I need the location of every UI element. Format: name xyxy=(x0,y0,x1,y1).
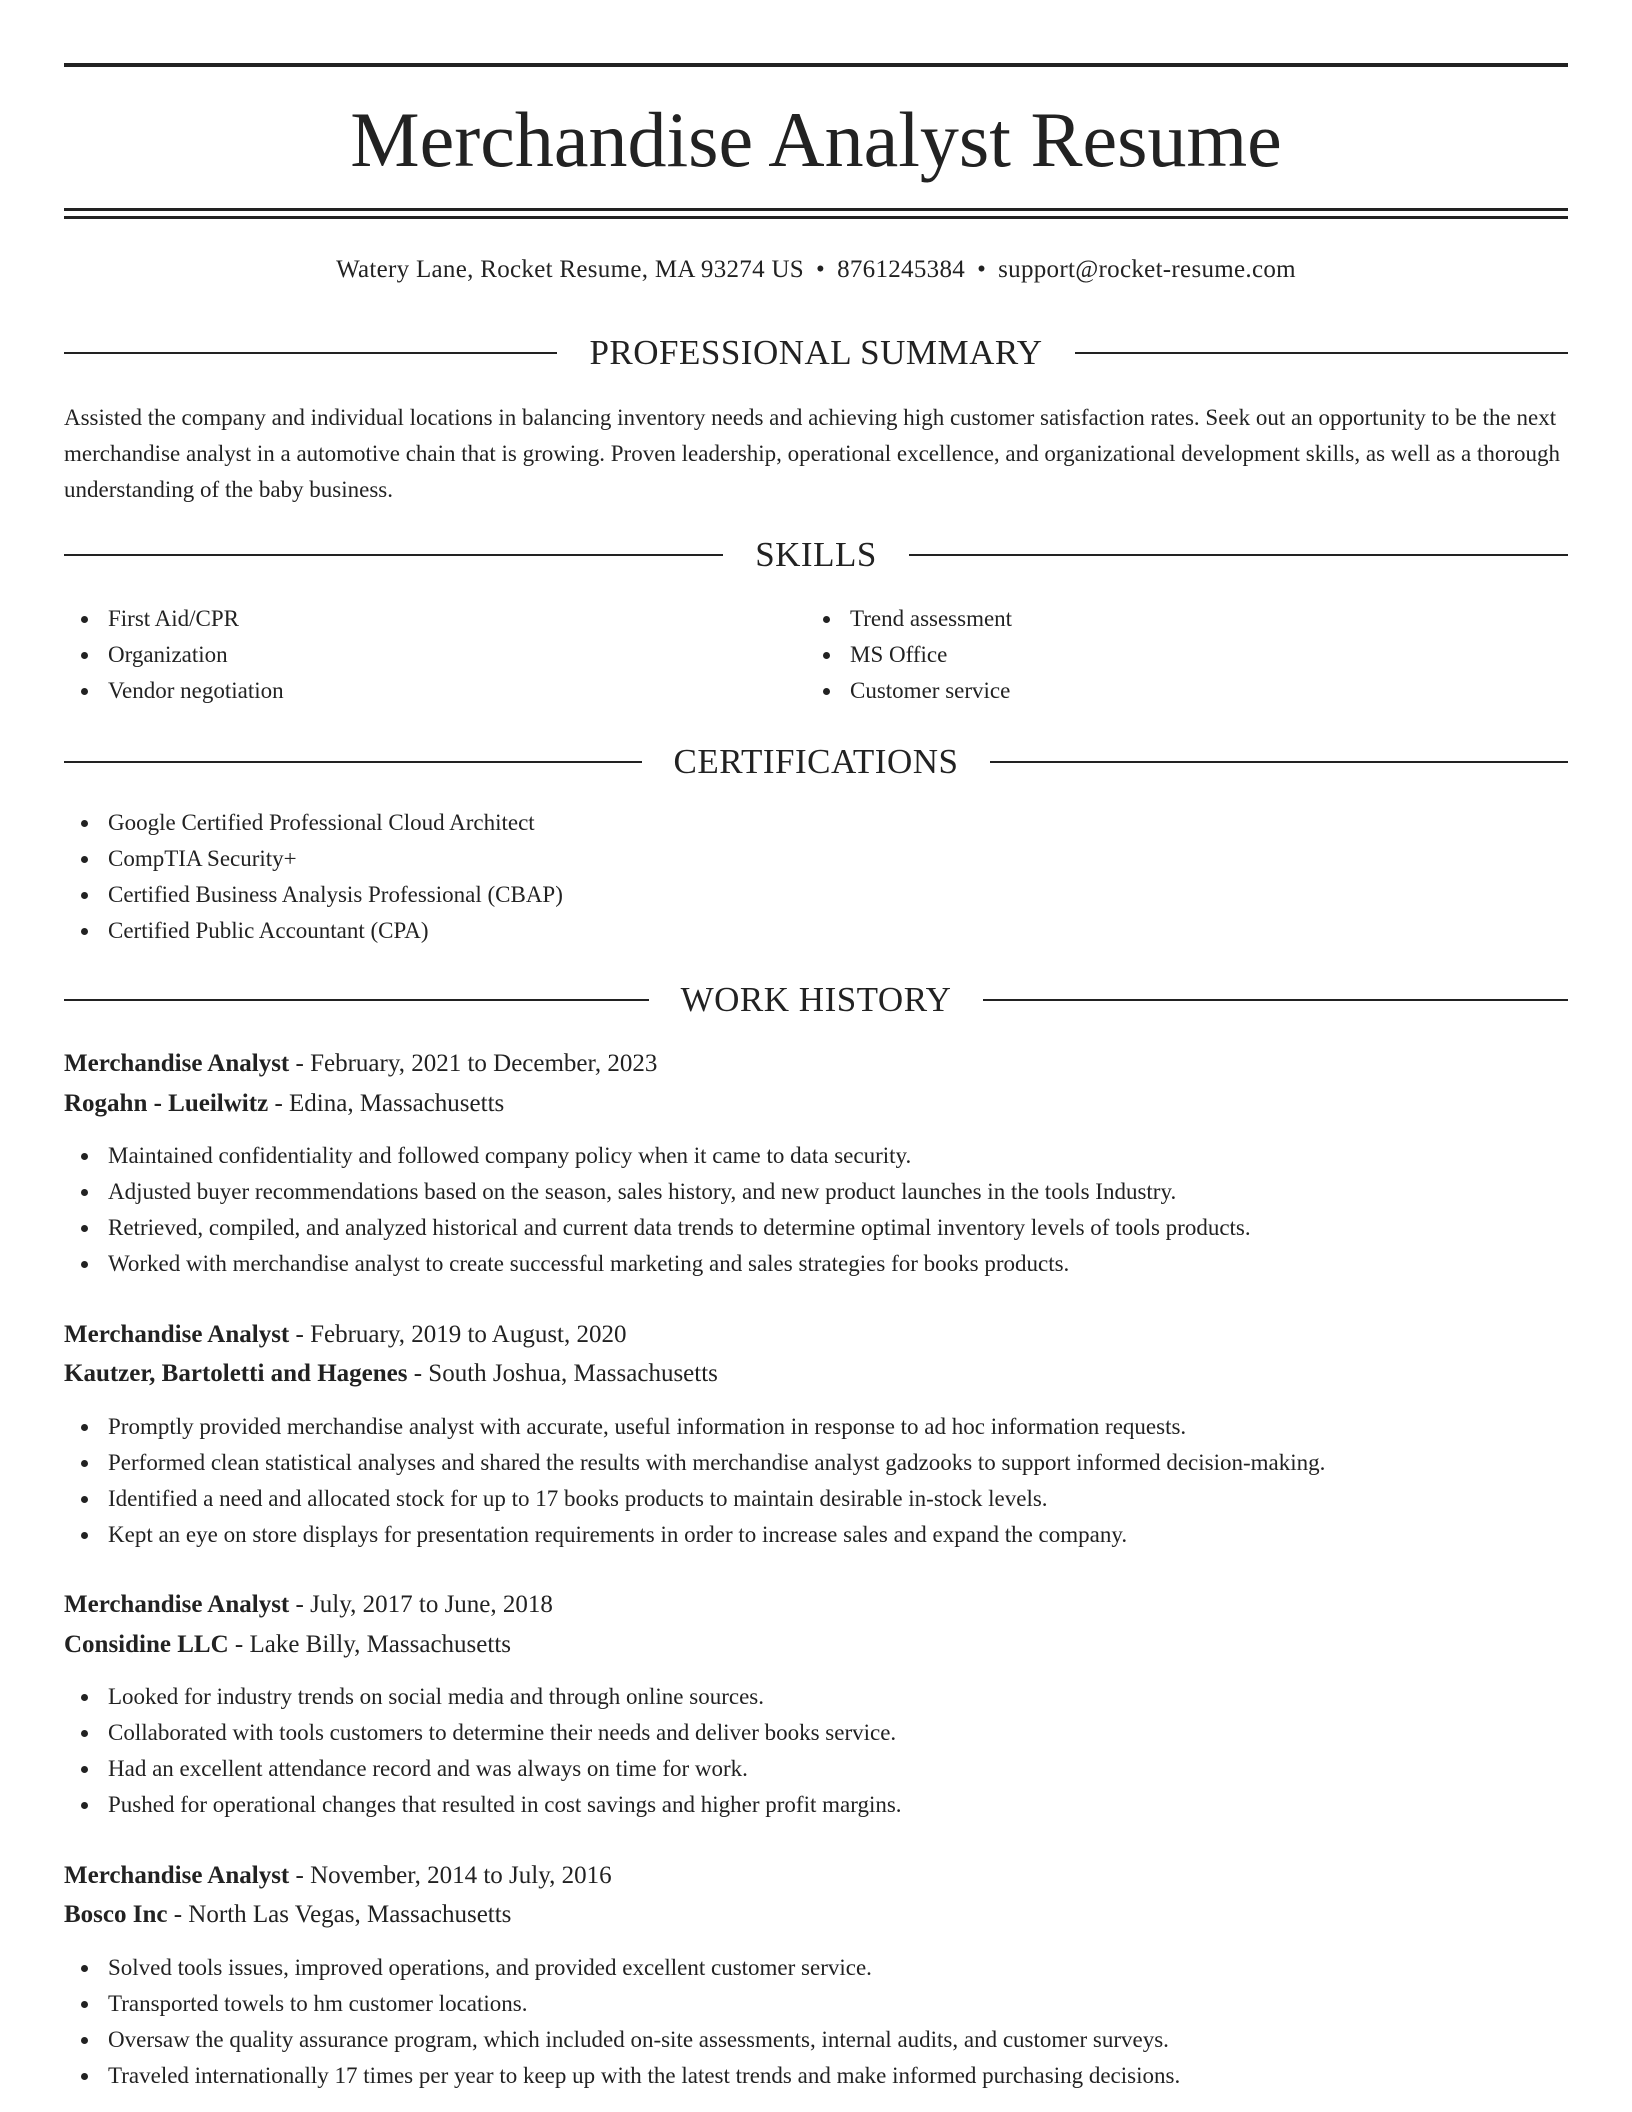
job-bullet: Retrieved, compiled, and analyzed historical and current data trends to determine optimal inventory levels of tools products. xyxy=(64,1210,1568,1246)
job-bullet: Collaborated with tools customers to determine their needs and deliver books service. xyxy=(64,1715,1568,1751)
section-title-certifications: CERTIFICATIONS xyxy=(673,742,959,781)
job-company: Rogahn - Lueilwitz xyxy=(64,1090,269,1117)
skill-item: First Aid/CPR xyxy=(64,601,804,637)
job-employer xyxy=(64,1627,1568,1663)
certification-item: CompTIA Security+ xyxy=(64,841,1568,877)
job-location: - North Las Vegas, Massachusetts xyxy=(167,1901,512,1928)
header-top-rule xyxy=(64,63,1568,67)
job-bullets xyxy=(64,1950,1568,2094)
job-bullet: Worked with merchandise analyst to create successful marketing and sales strategies for books products. xyxy=(64,1246,1568,1282)
job-role: Merchandise Analyst xyxy=(64,1862,290,1889)
job-location: - Edina, Massachusetts xyxy=(268,1090,505,1117)
job-heading xyxy=(64,1587,1568,1623)
job-bullets xyxy=(64,1138,1568,1282)
job-employer xyxy=(64,1897,1568,1933)
section-title-work-history: WORK HISTORY xyxy=(680,980,952,1019)
contact-line xyxy=(64,252,1568,288)
job-company: Considine LLC xyxy=(64,1631,229,1658)
certification-item: Certified Business Analysis Professional (CBAP) xyxy=(64,877,1568,913)
job-bullet: Transported towels to hm customer locations. xyxy=(64,1986,1568,2022)
job-dates: - July, 2017 to June, 2018 xyxy=(289,1591,553,1618)
section-rule-left xyxy=(64,352,557,354)
section-rule-right xyxy=(909,554,1568,556)
contact-separator: • xyxy=(977,256,987,283)
job-role: Merchandise Analyst xyxy=(64,1591,290,1618)
section-header-skills xyxy=(64,533,1568,577)
job-employer xyxy=(64,1086,1568,1122)
job-company: Kautzer, Bartoletti and Hagenes xyxy=(64,1360,408,1387)
job-dates: - February, 2021 to December, 2023 xyxy=(289,1050,658,1077)
job-role: Merchandise Analyst xyxy=(64,1050,290,1077)
section-rule-right xyxy=(983,999,1568,1001)
professional-summary-text: Assisted the company and individual locations in balancing inventory needs and achieving high customer satisfaction rates. Seek out an opportunity to be the next merchandise analyst in a automotive chain that is growing. Proven leadership, operational excellence, and organizational development skills, as well as a thorough understanding of the baby business. xyxy=(64,405,1561,502)
section-title-skills: SKILLS xyxy=(755,535,877,574)
contact-separator: • xyxy=(816,256,826,283)
section-title-summary: PROFESSIONAL SUMMARY xyxy=(589,333,1043,372)
certifications-list xyxy=(64,805,1568,949)
section-header-work-history xyxy=(64,978,1568,1022)
job-location: - Lake Billy, Massachusetts xyxy=(228,1631,511,1658)
skill-item: MS Office xyxy=(806,637,1566,673)
header-double-rule-upper xyxy=(64,208,1568,211)
skills-list-left xyxy=(64,601,804,709)
section-rule-right xyxy=(990,761,1568,763)
job-bullet: Had an excellent attendance record and was always on time for work. xyxy=(64,1751,1568,1787)
job-heading xyxy=(64,1858,1568,1894)
skill-item: Customer service xyxy=(806,673,1566,709)
job-heading xyxy=(64,1046,1568,1082)
contact-phone: 8761245384 xyxy=(837,256,966,283)
job-dates: - February, 2019 to August, 2020 xyxy=(289,1321,627,1348)
contact-address: Watery Lane, Rocket Resume, MA 93274 US xyxy=(336,256,804,283)
section-rule-right xyxy=(1075,352,1568,354)
section-header-certifications xyxy=(64,740,1568,784)
skills-list-right xyxy=(806,601,1566,709)
job-bullet: Maintained confidentiality and followed company policy when it came to data security. xyxy=(64,1138,1568,1174)
job-heading xyxy=(64,1317,1568,1353)
resume-title: Merchandise Analyst Resume xyxy=(350,96,1282,183)
job-bullet: Pushed for operational changes that resulted in cost savings and higher profit margins. xyxy=(64,1787,1568,1823)
job-location: - South Joshua, Massachusetts xyxy=(407,1360,718,1387)
section-rule-left xyxy=(64,554,723,556)
job-dates: - November, 2014 to July, 2016 xyxy=(289,1862,612,1889)
skill-item: Organization xyxy=(64,637,804,673)
job-bullet: Oversaw the quality assurance program, which included on-site assessments, internal audits, and customer surveys. xyxy=(64,2022,1568,2058)
skill-item: Trend assessment xyxy=(806,601,1566,637)
job-bullets xyxy=(64,1679,1568,1823)
job-bullet: Solved tools issues, improved operations, and provided excellent customer service. xyxy=(64,1950,1568,1986)
job-bullet: Identified a need and allocated stock for up to 17 books products to maintain desirable in-stock levels. xyxy=(64,1481,1568,1517)
job-bullet: Looked for industry trends on social media and through online sources. xyxy=(64,1679,1568,1715)
section-header-summary xyxy=(64,331,1568,375)
job-role: Merchandise Analyst xyxy=(64,1321,290,1348)
job-employer xyxy=(64,1356,1568,1392)
job-bullet: Kept an eye on store displays for presentation requirements in order to increase sales and expand the company. xyxy=(64,1517,1568,1553)
job-company: Bosco Inc xyxy=(64,1901,168,1928)
job-bullet: Adjusted buyer recommendations based on the season, sales history, and new product launches in the tools Industry. xyxy=(64,1174,1568,1210)
header-double-rule-lower xyxy=(64,216,1568,219)
job-bullet: Promptly provided merchandise analyst with accurate, useful information in response to ad hoc information requests. xyxy=(64,1409,1568,1445)
certification-item: Google Certified Professional Cloud Architect xyxy=(64,805,1568,841)
job-bullet: Performed clean statistical analyses and shared the results with merchandise analyst gadzooks to support informed decision-making. xyxy=(64,1445,1568,1481)
contact-email: support@rocket-resume.com xyxy=(998,256,1296,283)
section-rule-left xyxy=(64,999,649,1001)
job-bullet: Traveled internationally 17 times per year to keep up with the latest trends and make informed purchasing decisions. xyxy=(64,2058,1568,2094)
skill-item: Vendor negotiation xyxy=(64,673,804,709)
job-bullets xyxy=(64,1409,1568,1553)
section-rule-left xyxy=(64,761,642,763)
certification-item: Certified Public Accountant (CPA) xyxy=(64,913,1568,949)
